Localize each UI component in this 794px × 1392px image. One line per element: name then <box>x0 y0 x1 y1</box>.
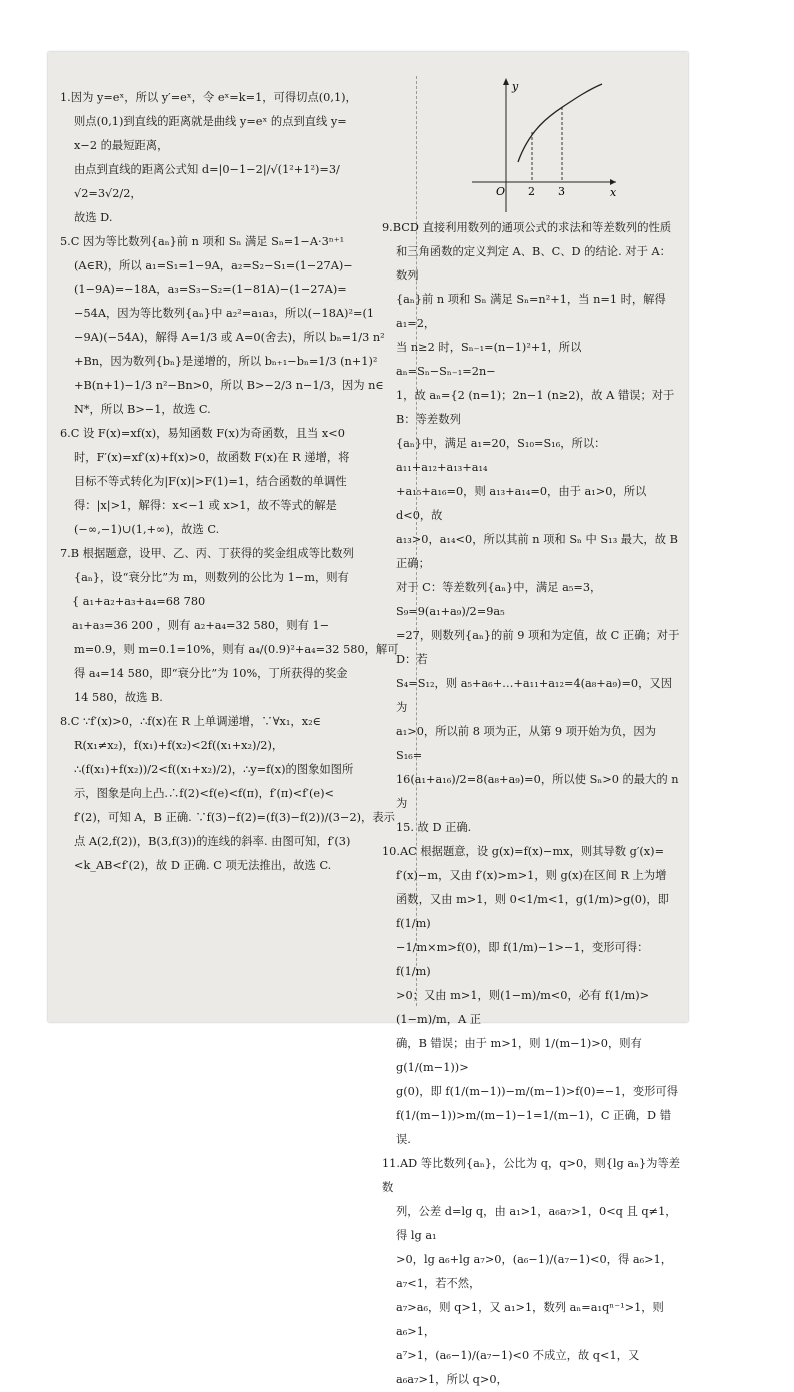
text-line: R(x₁≠x₂)，f(x₁)+f(x₂)<2f((x₁+x₂)/2)， <box>74 739 284 752</box>
text-line: 目标不等式转化为|F(x)|>F(1)=1，结合函数的单调性 <box>74 475 347 488</box>
text-line: 15. 故 D 正确. <box>396 821 472 834</box>
text-line: f′(2)，可知 A，B 正确. ∵f(3)−f(2)=(f(3)−f(2))/(3−2)，表示 <box>74 811 395 824</box>
text-line: 8.C ∵f′(x)>0，∴f(x)在 R 上单调递增，∵∀x₁，x₂∈ <box>60 715 321 728</box>
text-line: 点 A(2,f(2))，B(3,f(3))的连线的斜率. 由图可知，f′(3) <box>74 835 351 848</box>
text-line: +Bn，因为数列{bₙ}是递增的，所以 bₙ₊₁−bₙ=1/3 (n+1)² <box>74 355 378 368</box>
text-line: 10.AC 根据题意，设 g(x)=f(x)−mx，则其导数 g′(x)= <box>382 845 665 858</box>
text-line: >0；又由 m>1，则(1−m)/m<0，必有 f(1/m)>(1−m)/m，A 正 <box>396 989 650 1026</box>
text-line: −1/m×m>f(0)，即 f(1/m)−1>−1，变形可得：f(1/m) <box>396 941 649 978</box>
y-axis-label: y <box>512 80 519 93</box>
x-axis-label: x <box>610 186 617 199</box>
text-line: 对于 C：等差数列{aₙ}中，满足 a₅=3，S₉=9(a₁+a₉)/2=9a₅ <box>396 581 602 618</box>
text-line: (−∞,−1)∪(1,+∞)，故选 C. <box>74 523 220 536</box>
text-line: x−2 的最短距离， <box>74 139 169 152</box>
text-line: 和三角函数的定义判定 A、B、C、D 的结论. 对于 A：数列 <box>396 245 671 282</box>
text-line: {aₙ}中，满足 a₁=20，S₁₀=S₁₆，所以：a₁₁+a₁₂+a₁₃+a₁₄ <box>396 437 606 474</box>
text-line: 列，公差 d=lg q，由 a₁>1，a₆a₇>1，0<q 且 q≠1，得 lg a₁ <box>396 1205 677 1242</box>
text-line: −54A，因为等比数列{aₙ}中 a₂²=a₁a₃，所以(−18A)²=(1 <box>74 307 375 320</box>
text-line: 14 580，故选 B. <box>74 691 163 704</box>
scanned-page <box>48 52 688 1386</box>
text-line: 由点到直线的距离公式知 d=|0−1−2|/√(1²+1²)=3/√2=3√2/2， <box>74 163 340 200</box>
left-column <box>60 86 402 878</box>
text-line: 函数，又由 m>1，则 0<1/m<1，g(1/m)>g(0)，即 f(1/m) <box>396 893 669 930</box>
text-line: a⁷>1，(a₆−1)/(a₇−1)<0 不成立，故 q<1，又 a₆a₇>1，所以 q>0， <box>396 1349 640 1386</box>
text-line: 16(a₁+a₁₆)/2=8(a₈+a₉)=0，所以使 Sₙ>0 的最大的 n 为 <box>396 773 679 810</box>
text-line: 7.B 根据题意，设甲、乙、丙、丁获得的奖金组成等比数列 <box>60 547 354 560</box>
text-line: {aₙ}前 n 项和 Sₙ 满足 Sₙ=n²+1，当 n=1 时，解得 a₁=2， <box>396 293 666 330</box>
text-line: 确，B 错误；由于 m>1，则 1/(m−1)>0，则有 g(1/(m−1))> <box>396 1037 642 1074</box>
text-line: 则点(0,1)到直线的距离就是曲线 y=eˣ 的点到直线 y= <box>74 115 347 128</box>
text-line: f′(x)−m，又由 f′(x)>m>1，则 g(x)在区间 R 上为增 <box>396 869 667 882</box>
function-graph <box>466 74 616 214</box>
text-line: 得 a₄=14 580，即“衰分比”为 10%，丁所获得的奖金 <box>74 667 348 680</box>
text-line: =27，则数列{aₙ}的前 9 项和为定值，故 C 正确；对于 D：若 <box>396 629 680 666</box>
system-formula-line: a₁+a₃=36 200 ，则有 a₂+a₄=32 580，则有 1− <box>72 619 330 632</box>
text-line: a₁>0，所以前 8 项为正，从第 9 项开始为负，因为 S₁₆= <box>396 725 657 762</box>
text-line: N*，所以 B>−1，故选 C. <box>74 403 211 416</box>
text-line: (A∈R)，所以 a₁=S₁=1−9A，a₂=S₂−S₁=(1−27A)− <box>74 259 353 272</box>
text-line: 时，F′(x)=xf′(x)+f(x)>0，故函数 F(x)在 R 递增，将 <box>74 451 350 464</box>
text-line: 当 n≥2 时，Sₙ₋₁=(n−1)²+1，所以 aₙ=Sₙ−Sₙ₋₁=2n− <box>396 341 582 378</box>
text-line: <k_AB<f′(2)，故 D 正确. C 项无法推出，故选 C. <box>74 859 332 872</box>
concave-curve <box>518 84 602 162</box>
text-line: m=0.9，则 m=0.1=10%，则有 a₄/(0.9)²+a₄=32 580，解可 <box>74 643 399 656</box>
text-line: (1−9A)=−18A，a₃=S₃−S₂=(1−81A)−(1−27A)= <box>74 283 347 296</box>
text-line: f(1/(m−1))>m/(m−1)−1=1/(m−1)，C 正确，D 错误. <box>396 1109 671 1146</box>
tick-label-3: 3 <box>558 185 565 198</box>
text-line: 1，故 aₙ={2 (n=1)；2n−1 (n≥2)，故 A 错误；对于 B：等差数列 <box>396 389 675 426</box>
origin-label: O <box>496 185 506 198</box>
text-line: 11.AD 等比数列{aₙ}，公比为 q，q>0，则{lg aₙ}为等差数 <box>382 1157 681 1194</box>
text-line: 故选 D. <box>74 211 113 224</box>
y-axis-arrow-icon <box>503 78 509 85</box>
tick-label-2: 2 <box>528 185 535 198</box>
text-line: a₇>a₆，则 q>1，又 a₁>1，数列 aₙ=a₁qⁿ⁻¹>1，则 a₆>1， <box>396 1301 664 1338</box>
text-line: 示，图象是向上凸.∴f(2)<f(e)<f(π)，f′(π)<f′(e)< <box>74 787 334 800</box>
text-line: 得：|x|>1，解得：x<−1 或 x>1，故不等式的解是 <box>74 499 337 512</box>
text-line: {aₙ}，设“衰分比”为 m，则数列的公比为 1−m，则有 <box>74 571 349 584</box>
text-line: ∴(f(x₁)+f(x₂))/2<f((x₁+x₂)/2)，∴y=f(x)的图象如图所 <box>74 763 354 776</box>
text-line: S₄=S₁₂，则 a₅+a₆+…+a₁₁+a₁₂=4(a₈+a₉)=0，又因为 <box>396 677 672 714</box>
text-line: +a₁₅+a₁₆=0，则 a₁₃+a₁₄=0，由于 a₁>0，所以 d<0，故 <box>396 485 647 522</box>
text-line: 9.BCD 直接利用数列的通项公式的求法和等差数列的性质 <box>382 221 672 234</box>
text-line: >0，lg a₆+lg a₇>0，(a₆−1)/(a₇−1)<0，得 a₆>1，a₇<1，若不然， <box>396 1253 673 1290</box>
right-column <box>382 216 682 1392</box>
text-line: 1.因为 y=eˣ，所以 y′=eˣ，令 eˣ=k=1，可得切点(0,1)， <box>60 91 357 104</box>
text-line: 5.C 因为等比数列{aₙ}前 n 项和 Sₙ 满足 Sₙ=1−A·3ⁿ⁺¹ <box>60 235 345 248</box>
text-line: +B(n+1)−1/3 n²−Bn>0，所以 B>−2/3 n−1/3，因为 n∈ <box>74 379 384 392</box>
system-formula-line: { a₁+a₂+a₃+a₄=68 780 <box>72 595 206 608</box>
x-axis-arrow-icon <box>610 179 616 185</box>
text-line: a₁₃>0，a₁₄<0，所以其前 n 项和 Sₙ 中 S₁₃ 最大，故 B 正确； <box>396 533 678 570</box>
text-line: 6.C 设 F(x)=xf(x)，易知函数 F(x)为奇函数，且当 x<0 <box>60 427 345 440</box>
text-line: g(0)，即 f(1/(m−1))−m/(m−1)>f(0)=−1，变形可得 <box>396 1085 679 1098</box>
text-line: −9A)(−54A)，解得 A=1/3 或 A=0(舍去)，所以 bₙ=1/3 n² <box>74 331 385 344</box>
